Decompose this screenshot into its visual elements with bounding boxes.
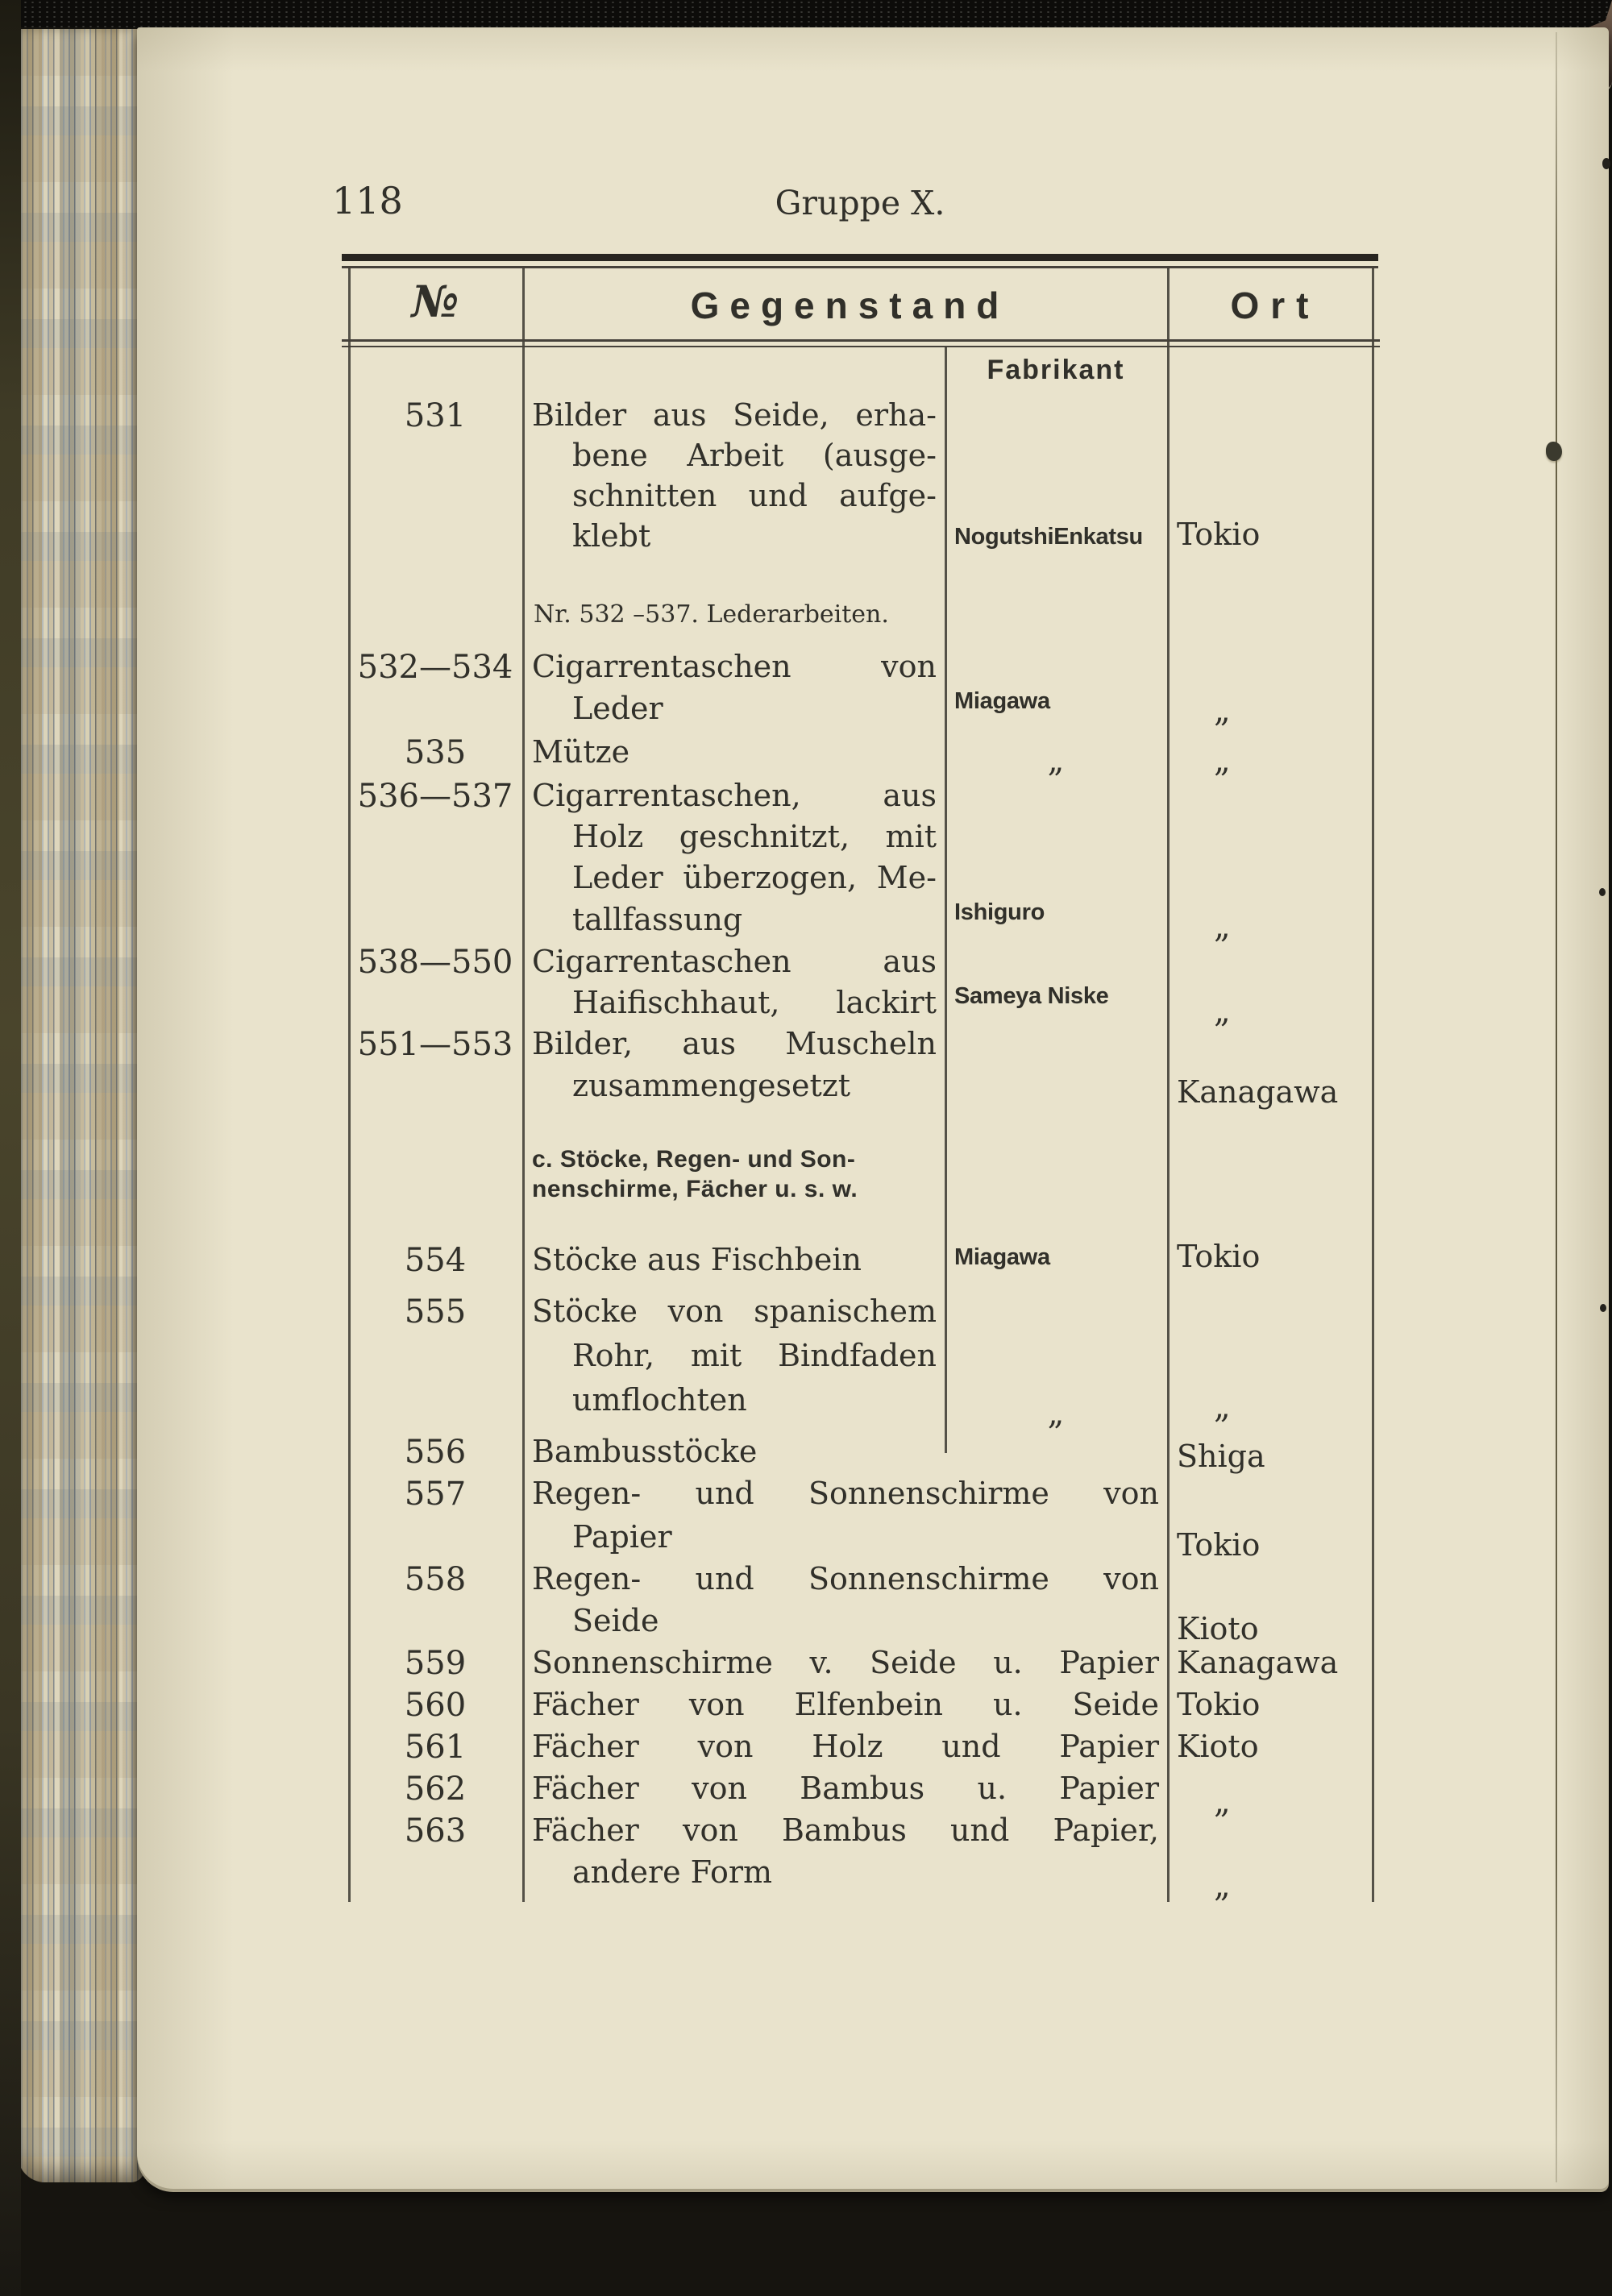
column-divider-place (1167, 266, 1170, 1902)
row-number: 554 (404, 1242, 467, 1279)
row-number: 551—553 (357, 1026, 513, 1063)
table-header-rule (342, 346, 1380, 347)
object-text: Papier (572, 1519, 672, 1555)
page-number: 118 (332, 179, 403, 222)
object-text: Regen- und Sonnenschirme von (532, 1561, 1159, 1596)
object-text: bene Arbeit (ausge- (572, 438, 937, 473)
object-text: Seide (572, 1603, 659, 1638)
object-text: Leder (572, 691, 663, 726)
place-ditto-mark: „ (1214, 1867, 1231, 1904)
manufacturer-name: Ishiguro (954, 899, 1045, 925)
row-number: 557 (404, 1476, 467, 1513)
place-name: Tokio (1177, 1239, 1261, 1274)
place-ditto-mark: „ (1214, 1783, 1231, 1821)
place-ditto-mark: „ (1214, 1389, 1231, 1426)
row-number: 562 (404, 1771, 467, 1808)
manufacturer-ditto-mark: „ (1047, 1395, 1065, 1432)
manufacturer-ditto-mark: „ (1047, 742, 1065, 779)
place-name: Kanagawa (1177, 1074, 1339, 1110)
row-number: 532—534 (357, 649, 513, 686)
manufacturer-name: Sameya Niske (954, 983, 1109, 1009)
object-text: Fächer von Holz und Papier (532, 1729, 1159, 1764)
object-text: Fächer von Bambus und Papier, (532, 1812, 1159, 1848)
column-divider-number (522, 266, 525, 1902)
section-heading: nenschirme, Fächer u. s. w. (532, 1176, 858, 1202)
row-number: 558 (404, 1561, 467, 1598)
object-text: klebt (572, 518, 651, 554)
object-text: Bilder aus Seide, erha- (532, 397, 937, 433)
object-text: Regen- und Sonnenschirme von (532, 1476, 1159, 1511)
row-number: 560 (404, 1687, 467, 1724)
manufacturer-name: NogutshiEnkatsu (954, 524, 1143, 550)
row-number: 536—537 (357, 778, 513, 815)
object-text: Leder überzogen, Me- (572, 860, 937, 895)
row-number: 555 (404, 1293, 467, 1331)
object-text: Cigarrentaschen, aus (532, 778, 937, 813)
running-header: Gruppe X. (775, 184, 945, 222)
object-text: umflochten (572, 1382, 747, 1418)
object-text: Holz geschnitzt, mit (572, 819, 937, 854)
row-number: 563 (404, 1812, 467, 1850)
column-header-place: Ort (1230, 284, 1320, 326)
place-name: Kioto (1177, 1611, 1259, 1646)
object-text: Fächer von Elfenbein u. Seide (532, 1687, 1159, 1722)
table-header-rule (342, 339, 1380, 342)
object-text: Cigarrentaschen aus (532, 944, 937, 979)
manufacturer-name: Miagawa (954, 688, 1050, 714)
row-number: 561 (404, 1729, 467, 1766)
place-name: Tokio (1177, 517, 1261, 552)
row-number: 559 (404, 1645, 467, 1682)
manufacturer-name: Miagawa (954, 1244, 1050, 1270)
object-text: Stöcke aus Fischbein (532, 1242, 862, 1277)
section-note: Nr. 532 –537. Lederarbeiten. (534, 600, 889, 629)
section-heading: c. Stöcke, Regen- und Son- (532, 1146, 856, 1173)
place-name: Kioto (1177, 1729, 1259, 1764)
column-header-object: Gegenstand (690, 284, 1010, 326)
column-divider-manufacturer (945, 347, 947, 1453)
row-number: 535 (404, 734, 467, 771)
column-header-manufacturer: Fabrikant (987, 355, 1125, 385)
place-ditto-mark: „ (1214, 742, 1231, 779)
place-ditto-mark: „ (1214, 908, 1231, 945)
object-text: Cigarrentaschen von (532, 649, 937, 684)
row-number: 538—550 (357, 944, 513, 981)
object-text: Mütze (532, 734, 630, 770)
place-name: Shiga (1177, 1439, 1265, 1474)
object-text: schnitten und aufge- (572, 478, 937, 513)
object-text: Bambusstöcke (532, 1434, 758, 1469)
object-text: andere Form (572, 1854, 773, 1890)
place-ditto-mark: „ (1214, 993, 1231, 1030)
object-text: zusammengesetzt (572, 1068, 851, 1103)
table-border-right (1372, 266, 1374, 1902)
place-name: Kanagawa (1177, 1645, 1339, 1680)
row-number: 556 (404, 1434, 467, 1471)
object-text: Sonnenschirme v. Seide u. Papier (532, 1645, 1159, 1680)
object-text: Fächer von Bambus u. Papier (532, 1771, 1159, 1806)
object-text: Stöcke von spanischem (532, 1293, 937, 1329)
row-number: 531 (404, 397, 467, 434)
object-text: Bilder, aus Muscheln (532, 1026, 937, 1061)
object-text: Rohr, mit Bindfaden (572, 1338, 937, 1373)
object-text: Haifischhaut, lackirt (572, 985, 937, 1020)
place-name: Tokio (1177, 1527, 1261, 1563)
place-ditto-mark: „ (1214, 692, 1231, 729)
place-name: Tokio (1177, 1687, 1261, 1722)
table-rule-top-thin (342, 266, 1378, 268)
table-border-left (348, 266, 351, 1902)
column-header-number: № (411, 276, 459, 327)
table-rule-top-thick (342, 254, 1378, 261)
object-text: tallfassung (572, 902, 743, 937)
